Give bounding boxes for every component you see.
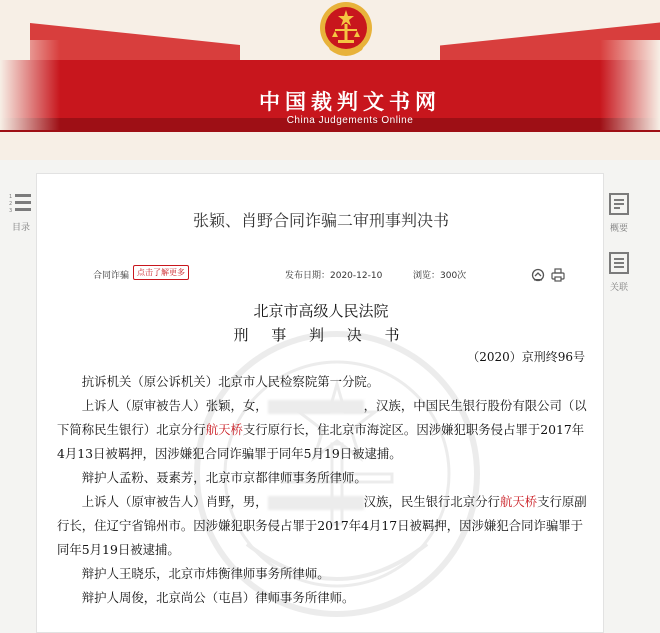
site-subtitle: China Judgements Online	[286, 115, 414, 126]
paragraph-defender-3: 辩护人周俊，北京尚公（屯昌）律师事务所律师。	[81, 590, 355, 605]
view-count: 浏览：300次	[413, 271, 467, 281]
document-title: 张颖、肖野合同诈骗二审刑事判决书	[192, 211, 449, 230]
svg-text:1: 1	[9, 194, 13, 200]
paragraph-appellant-2: 上诉人（原审被告人）肖野，男， 汉族，民生银行北京分行航天桥支行原副行长，住辽宁省锦州市。因涉嫌犯职务侵占罪于2017年4月17日被羁押，因涉嫌犯合同诈骗罪于同年5月19日被逮捕。	[57, 494, 587, 557]
summary-button[interactable]	[606, 193, 632, 234]
paragraph-defender-2: 辩护人王晓乐，北京市炜衡律师事务所律师。	[81, 566, 330, 581]
case-number: （2020）京刑终96号	[467, 350, 585, 364]
toc-label: 目录	[11, 223, 30, 233]
redacted-text	[268, 400, 364, 414]
court-name: 北京市高级人民法院	[253, 302, 389, 320]
related-button[interactable]	[606, 252, 632, 293]
site-title[interactable]: 中国裁判文书网	[259, 90, 441, 114]
print-icon[interactable]	[551, 268, 565, 282]
summary-label: 概要	[609, 224, 628, 234]
paragraph-prosecution: 抗诉机关（原公诉机关）北京市人民检察院第一分院。	[81, 374, 380, 389]
court-emblem-icon	[318, 0, 374, 64]
publish-date: 发布日期：2020-12-10	[285, 271, 383, 281]
learn-more-badge[interactable]: 点击了解更多	[133, 265, 189, 280]
redacted-text	[268, 496, 364, 510]
summary-doc-icon	[609, 193, 629, 215]
svg-text:3: 3	[9, 208, 13, 214]
related-label: 关联	[609, 283, 628, 293]
document-type: 刑 事 判 决 书	[233, 326, 409, 344]
paragraph-appellant-1: 上诉人（原审被告人）张颖，女， ，汉族，中国民生银行股份有限公司（以下简称民生银行）北京分行航天桥支行原行长，住北京市海淀区。因涉嫌犯职务侵占罪于2017年4月13日被羁押，因涉嫌犯合同诈骗罪于同年5月19日被逮捕。	[57, 398, 587, 461]
highlight-keyword[interactable]: 航天桥	[499, 494, 538, 509]
toc-button[interactable]	[8, 192, 34, 233]
site-header	[0, 0, 660, 160]
related-doc-icon	[609, 252, 629, 274]
document-body	[57, 370, 589, 610]
svg-text:2: 2	[9, 201, 13, 207]
paragraph-defender-1: 辩护人孟粉、聂素芳，北京市京都律师事务所律师。	[81, 470, 367, 485]
document-card	[36, 173, 604, 633]
case-cause: 合同诈骗	[93, 271, 130, 281]
toc-list-icon	[9, 192, 33, 214]
share-icon[interactable]	[531, 268, 545, 282]
highlight-keyword[interactable]: 航天桥	[205, 422, 243, 437]
